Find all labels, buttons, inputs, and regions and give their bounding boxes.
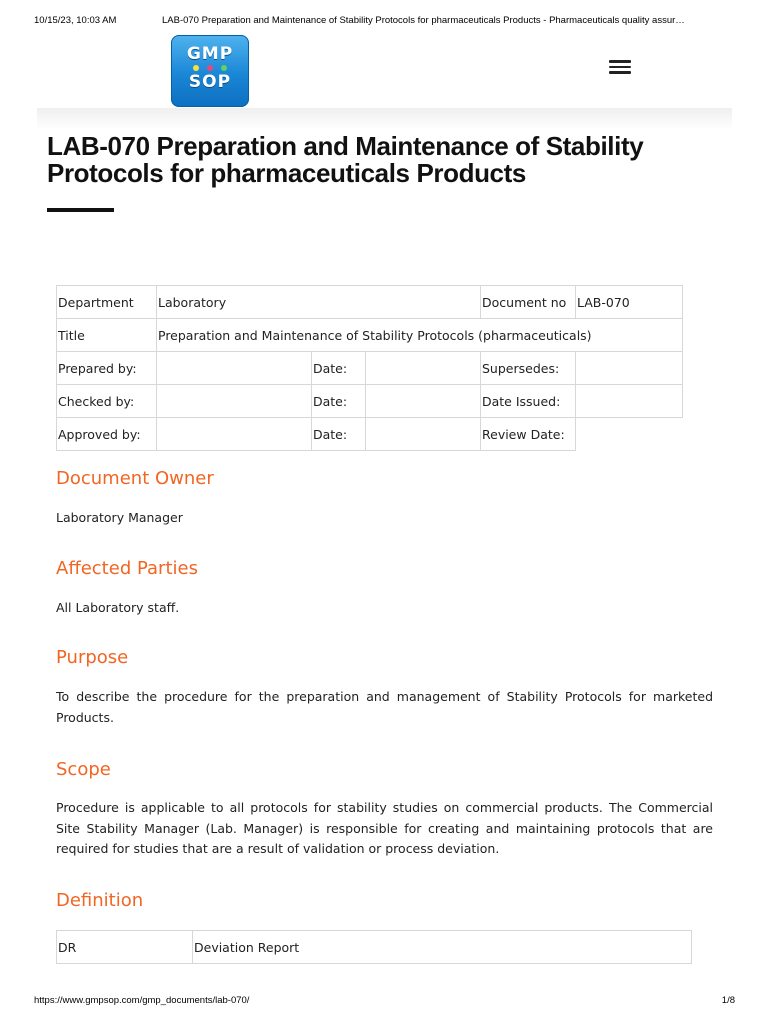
department-label: Department <box>57 286 157 319</box>
logo-dot-yellow <box>193 65 199 71</box>
definition-heading: Definition <box>56 890 144 911</box>
logo-text-gmp: GMP <box>186 44 234 64</box>
prepared-date-value <box>366 352 481 385</box>
affected-parties-text: All Laboratory staff. <box>56 600 180 615</box>
logo-dot-pink <box>207 65 213 71</box>
affected-parties-heading: Affected Parties <box>56 558 198 579</box>
date-issued-label: Date Issued: <box>481 385 576 418</box>
table-row <box>57 931 692 964</box>
purpose-text: To describe the procedure for the preparation and management of Stability Protocols for marketed Products. <box>56 689 713 725</box>
checked-date-value <box>366 385 481 418</box>
checked-date-label: Date: <box>312 385 366 418</box>
print-timestamp: 10/15/23, 10:03 AM <box>34 15 117 26</box>
supersedes-value <box>576 352 683 385</box>
approved-date-label: Date: <box>312 418 366 451</box>
checked-by-value <box>157 385 312 418</box>
approved-date-value <box>366 418 481 451</box>
page-title: LAB-070 Preparation and Maintenance of Stability Protocols for pharmaceuticals Products <box>47 131 644 188</box>
supersedes-label: Supersedes: <box>481 352 576 385</box>
site-header <box>37 34 732 108</box>
table-row <box>57 418 683 451</box>
logo-dot-green <box>221 65 227 71</box>
header-shadow <box>37 108 732 130</box>
table-row <box>57 286 683 319</box>
scope-text: Procedure is applicable to all protocols for stability studies on commercial products. The Commercial Site Stability Manager (Lab. Manager) is responsible for creating and maintaining protocols that are required for studies that are a result of validation or process deviation. <box>56 800 713 856</box>
approved-by-label: Approved by: <box>57 418 157 451</box>
approved-by-value <box>157 418 312 451</box>
purpose-heading: Purpose <box>56 647 129 668</box>
document-no-value: LAB-070 <box>576 286 683 319</box>
logo-text-sop: SOP <box>188 72 232 92</box>
page-number: 1/8 <box>721 995 735 1006</box>
title-underline <box>47 208 114 212</box>
prepared-by-value <box>157 352 312 385</box>
table-row <box>57 385 683 418</box>
document-no-label: Document no <box>481 286 576 319</box>
definition-term: DR <box>57 931 193 964</box>
table-row <box>57 319 683 352</box>
print-footer <box>0 995 768 1009</box>
title-label: Title <box>57 319 157 352</box>
print-page-title: LAB-070 Preparation and Maintenance of Stability Protocols for pharmaceuticals Products - Pharmaceuticals quality assur… <box>162 15 685 26</box>
review-date-empty <box>576 418 683 451</box>
print-url: https://www.gmpsop.com/gmp_documents/lab-070/ <box>34 995 250 1006</box>
department-value: Laboratory <box>157 286 481 319</box>
definition-meaning: Deviation Report <box>193 931 692 964</box>
table-row <box>57 352 683 385</box>
scope-heading: Scope <box>56 759 111 780</box>
title-value: Preparation and Maintenance of Stability Protocols (pharmaceuticals) <box>157 319 683 352</box>
print-header <box>0 15 768 31</box>
document-owner-heading: Document Owner <box>56 468 214 489</box>
document-owner-text: Laboratory Manager <box>56 510 183 525</box>
date-issued-value <box>576 385 683 418</box>
prepared-date-label: Date: <box>312 352 366 385</box>
hamburger-menu-icon[interactable] <box>609 60 631 76</box>
checked-by-label: Checked by: <box>57 385 157 418</box>
gmp-sop-logo[interactable] <box>171 35 249 107</box>
review-date-label: Review Date: <box>481 418 576 451</box>
definitions-table <box>56 930 692 964</box>
document-info-table <box>56 285 683 451</box>
prepared-by-label: Prepared by: <box>57 352 157 385</box>
